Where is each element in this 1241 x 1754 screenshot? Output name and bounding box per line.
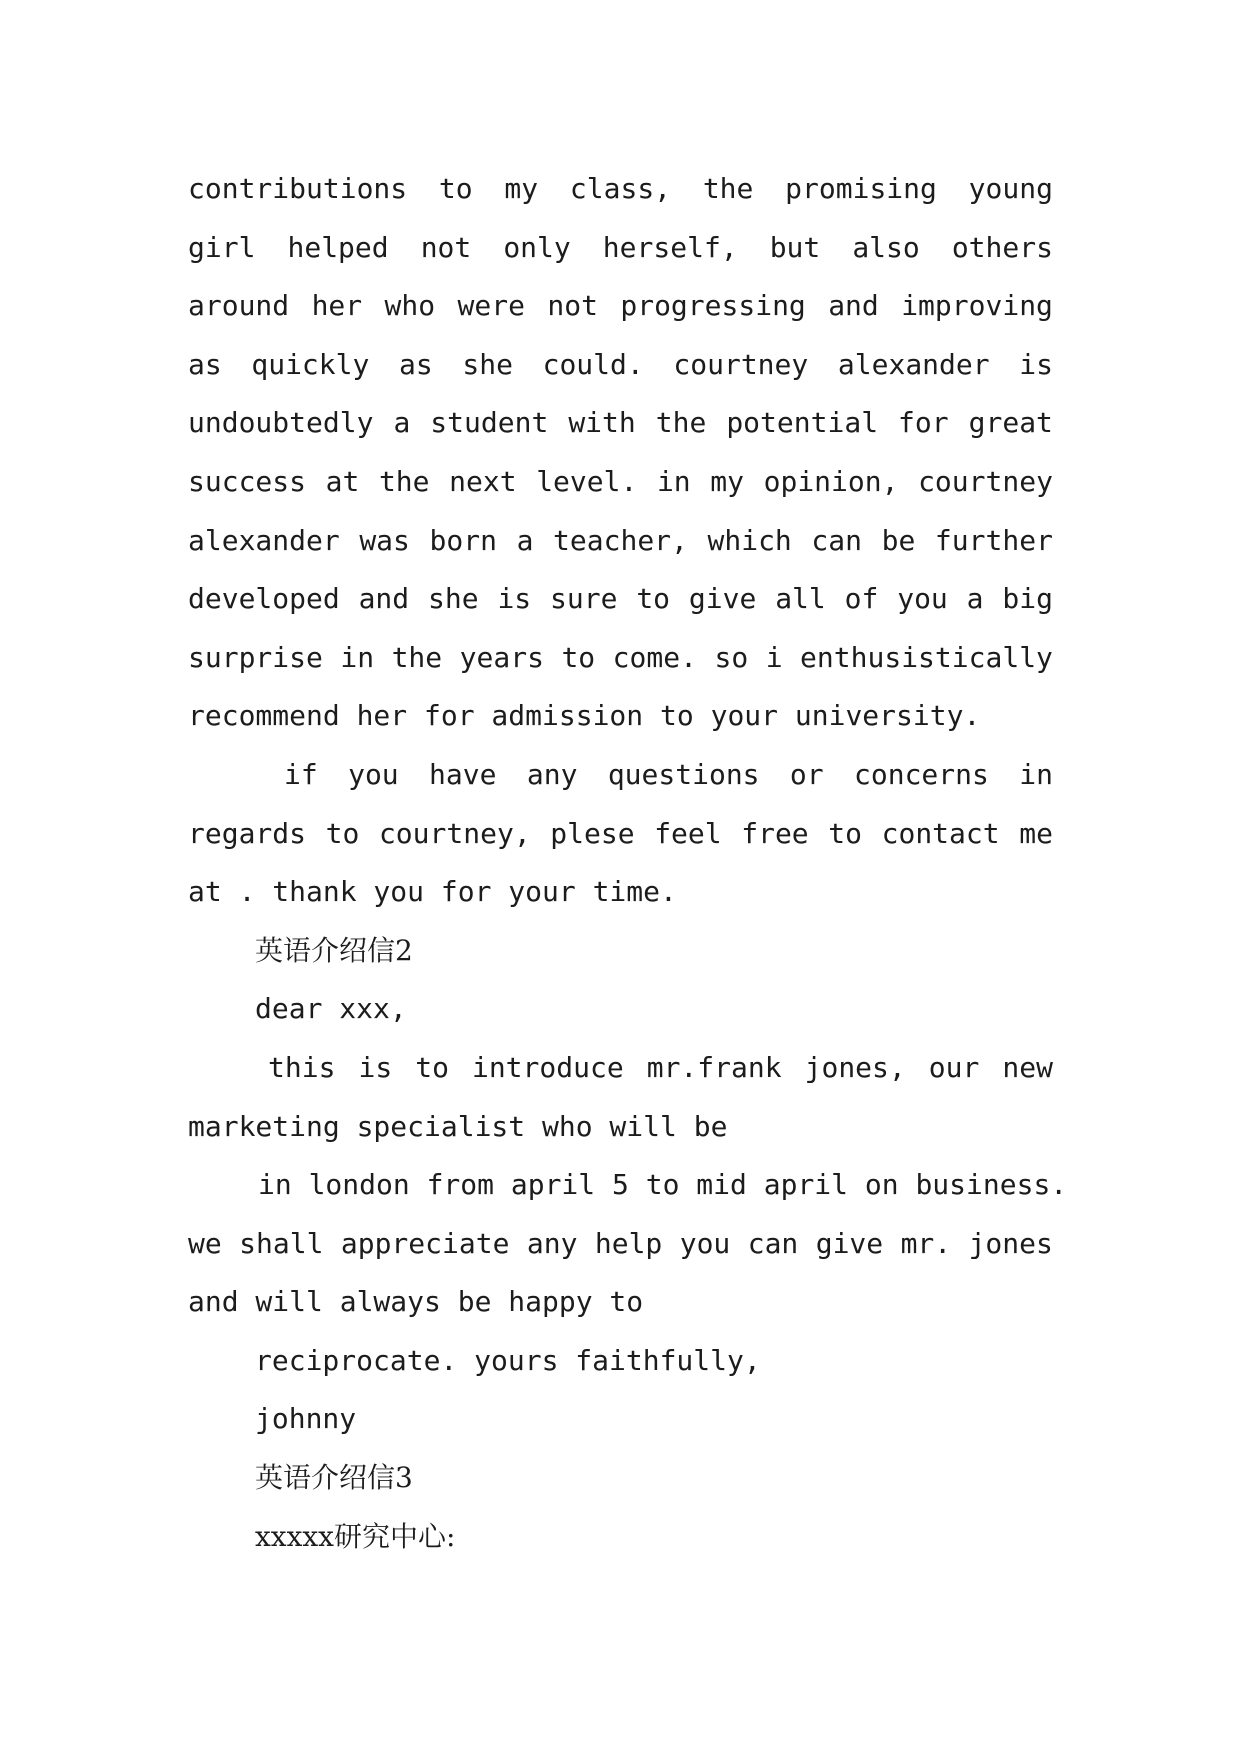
word: next bbox=[449, 464, 517, 498]
word: enthusistically bbox=[800, 640, 1053, 674]
word: me bbox=[1019, 816, 1053, 850]
text-line: johnny bbox=[255, 1402, 357, 1436]
word: give bbox=[815, 1226, 884, 1260]
word: but bbox=[769, 230, 821, 264]
text-line bbox=[188, 746, 1053, 805]
word: jones bbox=[968, 1226, 1053, 1260]
word: not bbox=[547, 289, 598, 323]
word: progressing bbox=[620, 289, 806, 323]
word: courtney bbox=[673, 347, 809, 381]
word: to bbox=[828, 816, 862, 850]
word: to bbox=[325, 816, 360, 850]
word: come. bbox=[612, 640, 697, 674]
word: others bbox=[951, 230, 1053, 264]
word: is bbox=[497, 582, 532, 616]
word: in bbox=[340, 640, 375, 674]
word: alexander bbox=[837, 347, 990, 381]
word: be bbox=[881, 523, 916, 557]
word: contributions bbox=[188, 172, 408, 205]
text-line bbox=[188, 394, 1053, 453]
word: she bbox=[428, 582, 479, 616]
word: around bbox=[188, 289, 290, 323]
word: in bbox=[656, 464, 691, 498]
word: the bbox=[378, 464, 430, 498]
word: our bbox=[928, 1050, 980, 1084]
text-line bbox=[188, 512, 1053, 571]
word: the bbox=[655, 406, 707, 440]
word: young bbox=[968, 172, 1053, 205]
word: was bbox=[359, 523, 410, 557]
word: at bbox=[325, 464, 360, 498]
word: this bbox=[268, 1050, 336, 1084]
word: is bbox=[358, 1050, 393, 1084]
text-line: and will always be happy to bbox=[188, 1285, 644, 1319]
text-line bbox=[188, 160, 1053, 219]
text-line: dear xxx, bbox=[255, 992, 407, 1026]
word: to bbox=[561, 640, 596, 674]
word: introduce bbox=[471, 1050, 624, 1084]
word: success bbox=[188, 464, 307, 498]
text-line bbox=[188, 336, 1053, 395]
word: questions bbox=[607, 757, 760, 791]
word: student bbox=[430, 406, 549, 440]
text-line: in london from april 5 to mid april on business. bbox=[258, 1168, 1068, 1202]
text-line bbox=[188, 805, 1053, 864]
text-line bbox=[188, 1039, 1053, 1098]
word: improving bbox=[901, 289, 1053, 323]
word: plese bbox=[550, 816, 635, 850]
word: is bbox=[1019, 347, 1053, 381]
word: to bbox=[415, 1050, 449, 1084]
word: were bbox=[457, 289, 525, 323]
word: i bbox=[765, 640, 783, 674]
word: with bbox=[568, 406, 636, 440]
word: teacher, bbox=[553, 523, 688, 557]
word: mr.frank bbox=[646, 1050, 782, 1084]
word: undoubtedly bbox=[188, 406, 374, 440]
word: great bbox=[968, 406, 1053, 440]
word: which bbox=[707, 523, 792, 557]
word: courtney bbox=[918, 464, 1053, 498]
word: as bbox=[188, 347, 222, 381]
word: to bbox=[636, 582, 671, 616]
text-line: 英语介绍信3 bbox=[255, 1461, 413, 1495]
word: my bbox=[504, 172, 539, 205]
word: any bbox=[526, 1226, 578, 1260]
word: courtney, bbox=[378, 816, 531, 850]
word: herself, bbox=[602, 230, 738, 264]
text-line: 英语介绍信2 bbox=[255, 933, 413, 967]
word: girl bbox=[188, 230, 256, 264]
word: or bbox=[789, 757, 824, 791]
word: have bbox=[429, 757, 497, 791]
word: my bbox=[710, 464, 744, 498]
word: not bbox=[420, 230, 472, 264]
word: appreciate bbox=[340, 1226, 510, 1260]
word: and bbox=[358, 582, 410, 616]
word: and bbox=[828, 289, 879, 323]
word: only bbox=[503, 230, 571, 264]
word: promising bbox=[785, 172, 937, 205]
word: a bbox=[393, 406, 411, 440]
word: jones, bbox=[804, 1050, 906, 1084]
word: you bbox=[897, 582, 948, 616]
word: shall bbox=[239, 1226, 324, 1260]
word: free bbox=[741, 816, 809, 850]
word: surprise bbox=[188, 640, 323, 674]
letter-body bbox=[188, 160, 1068, 1566]
text-line bbox=[188, 219, 1053, 278]
word: she bbox=[462, 347, 513, 381]
text-line bbox=[188, 629, 1053, 688]
word: also bbox=[852, 230, 920, 264]
text-line bbox=[188, 1215, 1053, 1274]
word: who bbox=[384, 289, 436, 323]
word: feel bbox=[654, 816, 722, 850]
word: further bbox=[934, 523, 1053, 557]
word: you bbox=[679, 1226, 731, 1260]
word: for bbox=[898, 406, 949, 440]
word: in bbox=[1019, 757, 1053, 791]
word: mr. bbox=[900, 1226, 952, 1260]
word: the bbox=[391, 640, 443, 674]
word: we bbox=[188, 1226, 222, 1260]
word: so bbox=[714, 640, 749, 674]
word: quickly bbox=[251, 347, 370, 381]
word: developed bbox=[188, 582, 340, 616]
word: born bbox=[429, 523, 497, 557]
text-line bbox=[188, 453, 1053, 512]
word: if bbox=[284, 757, 318, 791]
word: the bbox=[702, 172, 754, 205]
word: helped bbox=[287, 230, 389, 264]
text-line: recommend her for admission to your university. bbox=[188, 699, 981, 733]
word: help bbox=[594, 1226, 663, 1260]
word: concerns bbox=[854, 757, 989, 791]
word: level. bbox=[536, 464, 638, 498]
word: big bbox=[1002, 582, 1053, 616]
word: class, bbox=[569, 172, 672, 205]
word: you bbox=[348, 757, 399, 791]
text-line: xxxxx研究中心: bbox=[255, 1519, 456, 1553]
word: of bbox=[844, 582, 879, 616]
word: regards bbox=[188, 816, 307, 850]
text-line: marketing specialist who will be bbox=[188, 1109, 728, 1143]
text-line: reciprocate. yours faithfully, bbox=[255, 1343, 761, 1377]
word: contact bbox=[881, 816, 1000, 850]
word: sure bbox=[550, 582, 618, 616]
text-line bbox=[188, 570, 1053, 629]
word: can bbox=[747, 1226, 799, 1260]
word: a bbox=[516, 523, 534, 557]
word: years bbox=[459, 640, 544, 674]
word: could. bbox=[542, 347, 644, 381]
word: any bbox=[526, 757, 578, 791]
text-line: at . thank you for your time. bbox=[188, 875, 677, 909]
word: a bbox=[966, 582, 984, 616]
word: her bbox=[311, 289, 363, 323]
text-line bbox=[188, 277, 1053, 336]
word: new bbox=[1002, 1050, 1053, 1084]
word: alexander bbox=[188, 523, 340, 557]
word: opinion, bbox=[763, 464, 899, 498]
word: give bbox=[688, 582, 757, 616]
word: potential bbox=[726, 406, 879, 440]
word: to bbox=[438, 172, 473, 205]
word: can bbox=[811, 523, 862, 557]
word: all bbox=[775, 582, 826, 616]
word: as bbox=[399, 347, 433, 381]
